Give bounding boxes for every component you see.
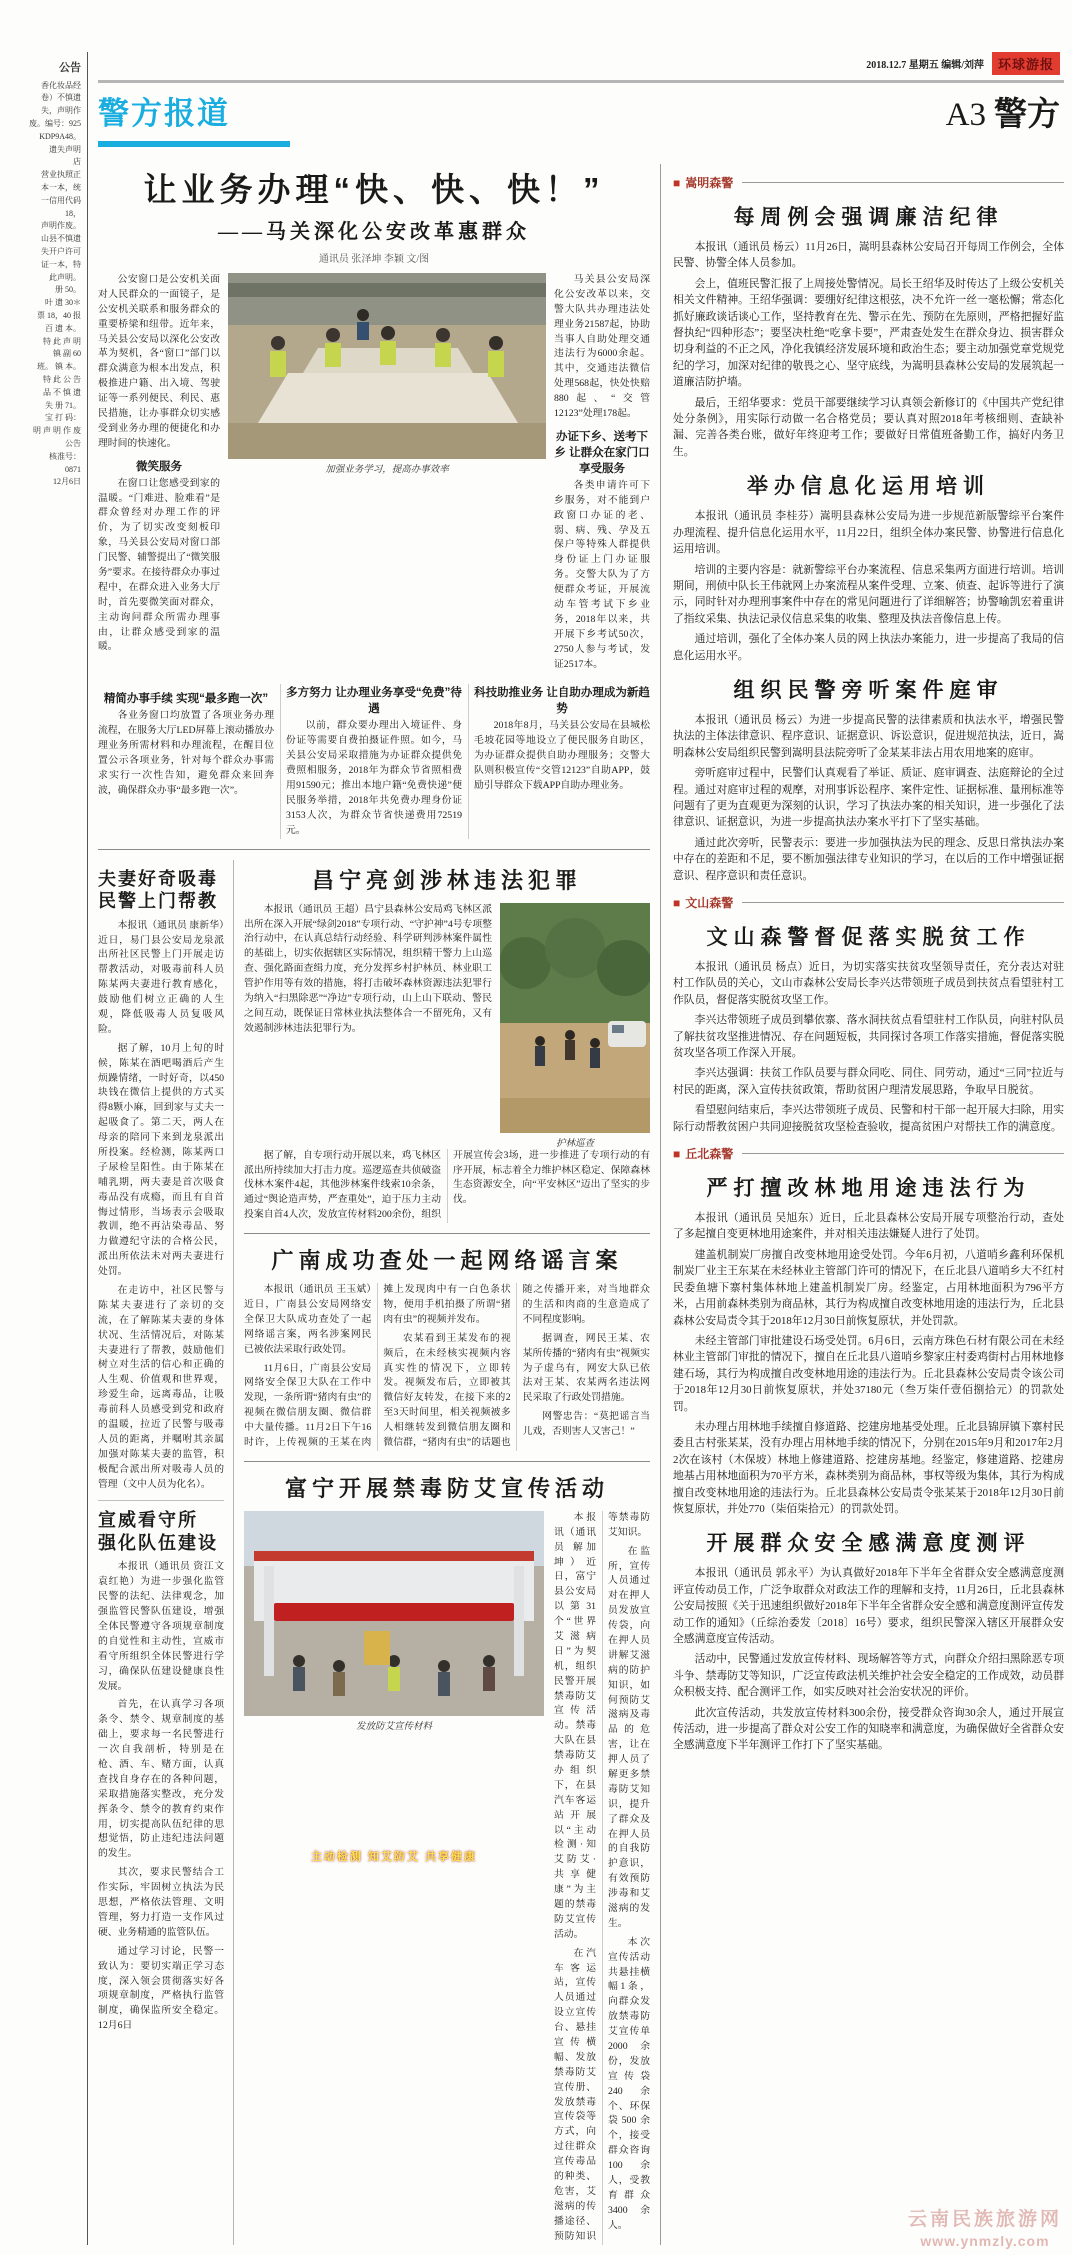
classified-fragment: 失 册 71。 bbox=[45, 400, 81, 410]
site-watermark bbox=[908, 2208, 1062, 2251]
lead-photo-caption: 加强业务学习，提高办事效率 bbox=[325, 465, 449, 475]
page-header bbox=[98, 52, 1064, 164]
paragraph: 据调查，网民王某、农某所传播的“猪肉有虫”视频实为子虚乌有，网安大队已依法对王某、农某两名违法网民采取了行政处罚措施。 bbox=[522, 1332, 650, 1404]
classified-fragment: 本一本，统 bbox=[41, 182, 81, 192]
main-column bbox=[98, 164, 660, 2245]
classified-fragment: 一信用代码 bbox=[41, 195, 81, 205]
tag-rule bbox=[742, 902, 1064, 903]
classified-fragment: 叶 遗 30＊ bbox=[45, 298, 81, 308]
classified-fragment: 营业执照正 bbox=[41, 170, 81, 180]
classifieds-title: 公告 bbox=[59, 62, 81, 74]
classified-fragment: 山县不慎遗 bbox=[41, 234, 81, 244]
red-square-icon: ■ bbox=[673, 175, 681, 190]
article-lead bbox=[98, 164, 650, 839]
classified-fragment: 店 bbox=[73, 157, 81, 167]
tag-label: 丘北森警 bbox=[685, 1147, 734, 1162]
classified-fragment: 核准号： bbox=[49, 451, 81, 461]
paragraph: 2018年8月，马关县公安局在县城松毛坡花园等地设立了便民服务自助区，为办证群众提供自助办理服务；交警大队则积极宣传“交管12123”自助APP，鼓励引导群众下载APP自助办理业务。 bbox=[474, 720, 650, 792]
lead-byline: 通讯员 张泽坤 李颖 文/图 bbox=[318, 254, 430, 265]
lead-section bbox=[286, 684, 462, 838]
changning-photo-caption: 护林巡查 bbox=[555, 1138, 594, 1149]
r3-headline: 组织民警旁听案件庭审 bbox=[733, 678, 1004, 702]
paragraph: 培训的主要内容是：就新警综平台办案流程、信息采集两方面进行培训。培训期间，刑侦中队长王伟就网上办案流程从案件受理、立案、侦查、起诉等进行了演示，同时针对办理刑事案件中存在的常见问题进行了详细解答；协警喻凯宏着重讲了指纹采集、执法记录仪信息采集的收集、整理及执法音像信息上传。 bbox=[673, 563, 1064, 625]
paragraph: 本报讯（通讯员 解加坤）近日，富宁县公安局以第31个“世界艾滋病日”为契机，组织民警开展禁毒防艾宣传活动。禁毒大队在县禁毒防艾办组织下，在县汽车客运站开展以“主动检测·知艾防艾·共享健康”为主题的禁毒防艾宣传活动。 bbox=[554, 1511, 596, 1940]
paragraph: 本报讯（通讯员 李桂芬）嵩明县森林公安局为进一步规范新版警综平台案件办理流程、提升信息化运用水平，11月22日，组织全体办案民警、协警进行信息化运用培训。 bbox=[673, 510, 1064, 556]
paragraph: 在监所，宣传人员通过对在押人员发放宣传袋，向在押人员讲解艾滋病的防护知识，如何预防艾滋病及毒品的危害，让在押人员了解更多禁毒防艾知识，提升了群众及在押人员的自我防护意识，有效预防涉毒和艾滋病的发生。 bbox=[608, 1545, 650, 1929]
funing-photo-figure bbox=[244, 1511, 544, 2245]
guangnan-headline: 广南成功查处一起网络谣言案 bbox=[271, 1248, 623, 1274]
classified-fragment: 失，声明作 bbox=[41, 106, 81, 116]
classified-fragment: 百 遗 本。 bbox=[45, 323, 81, 333]
paragraph: 在走访中，社区民警与陈某夫妻进行了亲切的交流，在了解陈某夫妻的身体状况、生活情况后，对陈某夫妻进行了帮教，鼓励他们树立对生活的信心和正确的人生观、价值观和世界观，珍爱生命，远离毒品，让吸毒前科人员感受到党和政府的温暖，拉近了民警与吸毒人员的距离，并嘱咐其亲属加强对陈某夫妻的监管，积极配合派出所对吸毒人员的管理（文中人员为化名）。 bbox=[98, 1284, 224, 1490]
red-square-icon: ■ bbox=[673, 895, 681, 910]
divider bbox=[98, 1500, 224, 1501]
headline-line: 民警上门帮教 bbox=[98, 891, 218, 912]
section-tag-qiubei bbox=[673, 1145, 1064, 1162]
paragraph: 在汽车客运站，宣传人员通过设立宣传台、悬挂宣传横幅、发放禁毒防艾宣传册、发放禁毒宣传袋等方式，向过往群众宣传毒品的种类、危害，艾滋病的传播途径、预防知识等禁毒防艾知识。 bbox=[554, 1511, 650, 2242]
classified-fragment: 明 声 明 作 废 bbox=[33, 426, 81, 436]
tag-label: 嵩明森警 bbox=[685, 176, 734, 190]
paragraph: 通过培训，强化了全体办案人员的网上执法办案能力，进一步提高了我局的信息化运用水平。 bbox=[673, 633, 1064, 662]
classified-fragment: 18， bbox=[65, 208, 81, 218]
brand-box: 环球游报 bbox=[992, 52, 1060, 75]
main-area bbox=[88, 52, 1064, 2245]
article-court-hearing bbox=[673, 674, 1064, 884]
paragraph: 本报讯（通讯员 郭永平）为认真做好2018年下半年全省群众安全感满意度测评宣传动员工作，广泛争取群众对政法工作的理解和支持，11月26日，丘北县森林公安局按照《关于迅速组织做好2018年下半年全省群众安全感和满意度测评宣传发动工作的通知》（丘综治委发〔2018〕16号）要求，组织民警深入辖区开展群众安全感满意度宣传活动。 bbox=[673, 1567, 1064, 1645]
classified-fragment: KDP9A48。 bbox=[39, 131, 81, 141]
tag-label: 文山森警 bbox=[685, 896, 734, 910]
article-satisfaction-survey bbox=[673, 1527, 1064, 1753]
classified-fragment: 此声明。 bbox=[49, 272, 81, 282]
paragraph: 11月6日，广南县公安局网络安全保卫大队在工作中发现，一条所谓“猪肉有虫”的视频在微信朋友圈、微信群中大量传播。11月2日下午16时许，上传视频的王某在肉摊上发现肉中有一白色条状物，便用手机拍摄了所谓“猪肉有虫”的视频并发布。 bbox=[244, 1284, 511, 1448]
bus-station-photo bbox=[244, 1511, 544, 1716]
forest-patrol-photo bbox=[500, 903, 650, 1133]
classified-fragment: 12月6日 bbox=[53, 477, 81, 487]
lead-headline: 让业务办理“快、快、快！” bbox=[143, 171, 605, 208]
r4-headline: 文山森警督促落实脱贫工作 bbox=[706, 926, 1031, 949]
paragraph: 马关县公安局深化公安改革以来，交警大队共办理违法处理业务21587起，协助当事人自助处理交通违法行为6000余起。其中，交通违法微信处理568起，快处快赔880起、“交管12123”处理178起。 bbox=[554, 274, 650, 420]
lead-section-heading: 多方努力 让办理业务享受“免费”待遇 bbox=[286, 687, 462, 716]
changning-row bbox=[244, 903, 650, 1149]
narrow-column bbox=[98, 860, 234, 2245]
right-column bbox=[660, 164, 1064, 2245]
paragraph: 其次，要求民警结合工作实际，牢固树立执法为民思想，严格依法管理、文明管理，努力打造一支作风过硬、业务精通的监管队伍。 bbox=[98, 1867, 224, 1938]
paragraph: 在窗口让您感受到家的温暖。“门难进、脸难看”是群众曾经对办理工作的评价，为了切实改变刻板印象，马关县公安局对窗口部门民警、辅警提出了“微笑服务”要求。在接待群众办事过程中，在群众进入业务大厅时，首先要微笑面对群众，主动询问群众所需办理事由，让群众感受到家的温暖。 bbox=[98, 477, 220, 653]
article-it-training bbox=[673, 470, 1064, 664]
guangnan-body bbox=[244, 1283, 650, 1451]
fuqi-headline bbox=[98, 868, 224, 913]
classified-fragment: 公告 bbox=[65, 438, 81, 448]
paragraph: 李兴达带领班子成员到攀依寨、落水洞扶贫点看望驻村工作队员，向驻村队员了解扶贫攻坚推进情况、存在问题短板，共同探讨各项工作落实措施，督促落实脱贫攻坚各项工作深入开展。 bbox=[673, 1014, 1064, 1060]
article-weekly-meeting bbox=[673, 201, 1064, 460]
lead-section-heading: 精简办事手续 实现“最多跑一次” bbox=[103, 693, 269, 706]
page-number: A3 bbox=[945, 97, 986, 133]
classified-fragment: 香化妆品经 bbox=[41, 80, 81, 90]
headline-line: 强化队伍建设 bbox=[98, 1532, 218, 1553]
paragraph: 未经主管部门审批建设石场受处罚。6月6日，云南方珠色石材有限公司在未经林业主管部门审批的情况下，擅自在丘北县八道哨乡黎家庄村委鸡街村占用林地修建石场，其行为构成擅自改变林地用途的违法行为。丘北县森林公安局责令该公司于2018年12月30日前恢复原状，并处37180元（叁万柒仟壹佰捌拾元）的罚款处罚。 bbox=[673, 1334, 1064, 1413]
paragraph: 各业务窗口均放置了各项业务办理流程，在服务大厅LED屏幕上滚动播放办理业务所需材料和办理流程，在醒目位置公示各项业务，针对每个群众办事需求实行一次性告知，避免群众来回奔波，确保群众办事“最多跑一次”。 bbox=[98, 710, 274, 796]
classified-fragment: 特 此 公 告 bbox=[43, 374, 81, 384]
tag-rule bbox=[742, 182, 1064, 183]
paragraph: 通过学习讨论，民警一致认为：要切实端正学习态度，深入领会贯彻落实好各项规章制度，严格执行监管制度，确保监所安全稳定。12月6日 bbox=[98, 1945, 224, 2032]
classified-fragment: 册 50。 bbox=[55, 285, 81, 295]
classifieds-strip bbox=[0, 52, 88, 2245]
classified-fragment: 票 18，40 报 bbox=[37, 310, 81, 320]
classifieds-lines bbox=[2, 80, 81, 490]
paragraph: 本报讯（通讯员 杨云）11月26日，嵩明县森林公安局召开每周工作例会，全体民警、协警全体人员参加。 bbox=[673, 241, 1064, 270]
classified-fragment: 卷）不慎遗 bbox=[41, 93, 81, 103]
divider bbox=[244, 1233, 650, 1234]
paragraph: 看望慰问结束后，李兴达带领班子成员、民警和村干部一起开展大扫除，用实际行动帮教贫困户共同迎接脱贫攻坚检查验收，提高贫困户对帮扶工作的满意度。 bbox=[673, 1104, 1064, 1133]
r1-headline: 每周例会强调廉洁纪律 bbox=[733, 206, 1004, 229]
tag-rule bbox=[742, 1153, 1064, 1154]
paragraph: 各类申请许可下乡服务，对不能到户政窗口办证的老、弱、病、残、孕及五保户等特殊人群提供身份证上门办证服务。交警大队为了方便群众考证，开展流动车管考试下乡业务，2018年以来，共开展下乡考试50次，2750人参与考试，发证2517本。 bbox=[554, 479, 650, 670]
r5-headline: 严打擅改林地用途违法行为 bbox=[706, 1177, 1031, 1201]
classified-fragment: 特 此 声 明 bbox=[43, 336, 81, 346]
watermark-name: 云南民族旅游网 bbox=[907, 2208, 1062, 2230]
section-tag-wenshan bbox=[673, 894, 1064, 911]
paragraph: 本报讯（通讯员 杨云）为进一步提高民警的法律素质和执法水平，增强民警执法的主体法律意识、程序意识、证据意识、诉讼意识，促进规范执法，近日，嵩明森林公安局组织民警到嵩明县法院旁听了金某某非法占用农用地案的庭审。 bbox=[673, 713, 1064, 759]
paragraph: 最后，王绍华要求：党员干部要继续学习认真领会新修订的《中国共产党纪律处分条例》，用实际行动做一名合格党员；要认真对照2018年考核细则、查缺补漏、完善各类台账，做好年终迎考工作；要做好日常值班备勤工作，搞好内务卫生。 bbox=[673, 396, 1064, 458]
paragraph: 建盖机制炭厂房擅自改变林地用途受处罚。今年6月初，八道哨乡鑫利环保机制炭厂业主王东某在未经林业主管部门许可的情况下，在丘北县八道哨乡大不红村民委鱼塘下寨村集体林地上建盖机制炭厂房。经鉴定，占用林地面积为796平方米，占用前森林类别为商品林，其行为构成擅自改变林地用途的违法行为，丘北县森林公安局责令其于2018年12月30日前恢复原状，并处罚款。 bbox=[673, 1248, 1064, 1327]
paragraph: 据了解，10月上旬的时候，陈某在酒吧喝酒后产生烦躁情绪，一时好奇，以450块钱在微信上提供的方式买得8颗小麻，回到家与丈夫一起吸食了。第二天，两人在母亲的陪同下来到龙泉派出所投案。经检测，陈某两口子尿检呈阳性。由于陈某在哺乳期，两夫妻是首次吸食毒品没有成瘾，而且有自首悔过情形，当场表示会吸取教训，绝不再沾染毒品、努力做遵纪守法的合格公民，派出所依法未对两夫妻进行处罚。 bbox=[98, 1042, 224, 1278]
divider bbox=[98, 849, 650, 850]
paragraph: 首先，在认真学习各项条令、禁令、规章制度的基础上，要求每一名民警进行一次自我剖析，特别是在枪、酒、车、赌方面，认真查找自身存在的各种问题，采取措施落实整改，充分发挥条令、禁令的教育约束作用，切实提高队伍纪律的思想觉悟，防止违纪违法问题的发生。 bbox=[98, 1699, 224, 1860]
changning-photo-figure bbox=[500, 903, 650, 1149]
middle-band bbox=[98, 860, 650, 2245]
paragraph: 此次宣传活动，共发放宣传材料300余份，接受群众咨询30余人，通过开展宣传活动，进一步提高了群众对公安工作的知晓率和满意度，为确保做好全省群众安全感满意度下半年测评工作打下了坚实基础。 bbox=[673, 1706, 1064, 1752]
article-forest-land bbox=[673, 1172, 1064, 1517]
lead-section bbox=[474, 684, 650, 793]
watermark-url: www.ynmzly.com bbox=[920, 2233, 1050, 2250]
paragraph: 以前，群众要办理出入境证件、身份证等需要自费拍摄证件照。如今，马关县公安局采取措施为办证群众提供免费照相服务，2018年为群众节省照相费用91590元；推出本地户籍“免费快递”便民服务举措，2018年共免费办理身份证3153人次，为群众节省快递费用72519元。 bbox=[286, 720, 462, 836]
divider bbox=[244, 1461, 650, 1462]
headline-line: 宣威看守所 bbox=[98, 1510, 198, 1531]
funing-headline: 富宁开展禁毒防艾宣传活动 bbox=[284, 1475, 609, 1501]
paragraph: 本报讯（通讯员 吴旭东）近日，丘北县森林公安局开展专项整治行动，查处了多起擅自变更林地用途案件，并对相关违法嫌疑人进行了处罚。 bbox=[673, 1212, 1064, 1241]
r6-headline: 开展群众安全感满意度测评 bbox=[706, 1532, 1031, 1556]
paragraph: 本次宣传活动共悬挂横幅1条，向群众发放禁毒防艾宣传单2000余份，发放宣传袋240余个、环保袋500余个，接受群众咨询100余人，受教育群众3400余人。 bbox=[608, 1936, 650, 2231]
content-columns bbox=[98, 164, 1064, 2245]
headline-line: 夫妻好奇吸毒 bbox=[98, 868, 218, 889]
paragraph: 本报讯（通讯员 康新华）近日，易门县公安局龙泉派出所社区民警上门开展走访帮教活动，对吸毒前科人员陈某两夫妻进行教育感化，鼓励他们树立正确的人生观，降低吸毒人员复吸风险。 bbox=[98, 919, 224, 1035]
funing-body bbox=[554, 1511, 650, 2245]
article-funing bbox=[244, 1472, 650, 2245]
article-changning bbox=[244, 864, 650, 1223]
changning-headline: 昌宁亮剑涉林违法犯罪 bbox=[311, 867, 582, 893]
banner-text: 主动检测 知艾防艾 共享健康 bbox=[310, 1851, 478, 1864]
classified-fragment: 班。 镇 本。 bbox=[37, 362, 81, 372]
classified-fragment: 0871 bbox=[65, 464, 81, 474]
header-rule bbox=[98, 80, 1064, 83]
paragraph: 通过此次旁听，民警表示：要进一步加强执法为民的理念、反思日常执法办案中存在的差距和不足，要不断加强法律专业知识的学习，在以后的工作中增强证据意识、程序意识和责任意识。 bbox=[673, 836, 1064, 882]
funing-row bbox=[244, 1511, 650, 2245]
paragraph: 未办理占用林地手续擅自修道路、挖建房地基受处理。丘北县锦屏镇下寨村民委且古村张某某，没有办理占用林地手续的情况下，分别在2015年9月和2017年2月2次在该村（木保坡）林地上修建道路、挖建房基地。经鉴定，修建道路、挖建房地基占用林地面积为70平方米，森林类别为商品林，事权等级为集体，其行为构成擅自改变林地用途的违法行为。丘北县森林公安局责令张某某于2018年12月30日前恢复原状，并处770（柒佰柒拾元）的罚款处罚。 bbox=[673, 1420, 1064, 1515]
article-poverty-relief bbox=[673, 921, 1064, 1135]
date-line: 2018.12.7 星期五 编辑/刘萍 bbox=[866, 60, 984, 71]
lead-section-heading: 办证下乡、送考下乡 让群众在家门口享受服务 bbox=[554, 430, 650, 475]
r2-headline: 举办信息化运用培训 bbox=[747, 475, 990, 499]
classified-fragment: 品 不 慎 遗 bbox=[43, 387, 81, 397]
masthead: 警方报道 bbox=[98, 88, 290, 147]
classified-fragment: 遗失声明 bbox=[49, 144, 81, 154]
lead-intro-column bbox=[98, 273, 220, 676]
section-tag-songming bbox=[673, 174, 1064, 191]
classified-fragment: 宝 打 码： bbox=[45, 413, 81, 423]
lead-stats-column bbox=[554, 273, 650, 676]
paragraph: 李兴达强调：扶贫工作队员要与群众同吃、同住、同劳动，通过“三同”拉近与村民的距离，深入宣传扶贫政策，帮助贫困户理清发展思路，争取早日脱贫。 bbox=[673, 1067, 1064, 1096]
classified-fragment: 废。编号：925 bbox=[29, 118, 81, 128]
header-meta bbox=[866, 52, 1060, 75]
lead-bottom-columns bbox=[98, 684, 650, 838]
paragraph: 本报讯（通讯员 王玉斌）近日，广南县公安局网络安全保卫大队成功查处了一起网络谣言案，两名涉案网民已被依法采取行政处罚。 bbox=[244, 1284, 372, 1355]
paragraph: 公安窗口是公安机关面对人民群众的一面镜子，是公安机关联系和服务群众的重要桥梁和纽带。近年来，马关县公安局以深化公安改革为契机，各“窗口”部门以群众满意为根本出发点，积极推进户籍、出入境、驾驶证等一系列便民、利民、惠民措施，让办事群众切实感受到业务办理的便捷化和办理时间的快速化。 bbox=[98, 274, 220, 449]
lead-section-heading: 微笑服务 bbox=[136, 460, 182, 473]
paragraph: 本报讯（通讯员 资江文 袁红艳）为进一步强化监管民警的法纪、法律观念，加强监管民警队伍建设，增强全体民警遵守各项规章制度的自觉性和主动性，宣威市看守所组织全体民警进行学习，确保队伍建设健康良性发展。 bbox=[98, 1561, 224, 1692]
article-guangnan bbox=[244, 1244, 650, 1451]
red-square-icon: ■ bbox=[673, 1146, 681, 1161]
page-label bbox=[946, 88, 1060, 135]
classified-fragment: 证一本，特 bbox=[41, 259, 81, 269]
changning-text bbox=[244, 903, 492, 1149]
lead-subheadline: ——马关深化公安改革惠群众 bbox=[218, 221, 530, 243]
funing-photo-caption: 发放防艾宣传材料 bbox=[355, 1721, 432, 1732]
xuanwei-headline bbox=[98, 1509, 224, 1554]
paragraph: 本报讯（通讯员 杨点）近日，为切实落实扶贫攻坚领导责任，充分表达对驻村工作队员的关心，文山市森林公安局长李兴达带领班子成员到扶贫点看望驻村工作队员，督促落实脱贫攻坚工作。 bbox=[673, 961, 1064, 1006]
section-name: 警方 bbox=[994, 95, 1060, 132]
wide-column bbox=[234, 860, 650, 2245]
lead-photo-figure bbox=[228, 273, 546, 676]
lead-section-heading: 科技助推业务 让自助办理成为新趋势 bbox=[474, 687, 650, 716]
classified-fragment: 失开户许可 bbox=[41, 246, 81, 256]
changning-continued bbox=[244, 1149, 650, 1223]
paragraph: 据了解，自专项行动开展以来，鸡飞林区派出所持续加大打击力度。巡逻巡查共侦破盗伐林木案件4起，其他涉林案件线索10余条，通过“舆论造声势，严查重处”，迫于压力主动投案自首4人次，发放宣传材料200余份，组织开展宣传会3场，进一步推进了专项行动的有序开展，标志着全力维护林区稳定、保障森林生态资源安全，向“平安林区”迈出了坚实的步伐。 bbox=[244, 1149, 650, 1221]
lead-section bbox=[98, 690, 274, 798]
article-xuanwei bbox=[98, 1509, 224, 2034]
training-room-photo bbox=[228, 273, 546, 459]
paragraph: 本报讯（通讯员 王超）昌宁县森林公安局鸡飞林区派出所在深入开展“绿剑2018”专项行动、“守护神”4号专项整治行动中，在认真总结行动经验、科学研判涉林案件属性的基础上，切实依据辖区实际情况，组织精干警力上山巡查、强化路面查缉力度，充分发挥乡村护林员、林业职工管护作用等有效的措施，将打击破坏森林资源违法犯罪行为纳入“扫黑除恶”“净边”专项行动，山上山下联动、警民之间互动，既保证日常林业执法整体合一不留死角，又有效遏制涉林违法犯罪行为。 bbox=[244, 903, 492, 1034]
paragraph: 会上，值班民警汇报了上周接处警情况。局长王绍华及时传达了上级公安机关相关文件精神。王绍华强调：要绷好纪律这根弦，决不允许一丝一毫松懈；常态化抓好廉政谈话谈心工作，坚持教育在先、警示在先、预防在先原则，严格把握好监督执纪“四种形态”；要坚决杜绝“吃拿卡要”，严肃查处发生在群众身边、损害群众切身利益的不正之风，净化我镇经济发展环境和政治生态；要主动加强党章党规党纪的学习，加深对纪律的敬畏之心、坚守底线，为嵩明县森林公安局的发展筑起一道廉洁防护墙。 bbox=[673, 277, 1064, 389]
lead-top-row bbox=[98, 273, 650, 676]
paragraph: 旁听庭审过程中，民警们认真观看了举证、质证、庭审调查、法庭辩论的全过程。通过对庭审过程的观摩，对刑事诉讼程序、案件定性、证据标准、量刑标准等问题有了更为直观更为深刻的认识，学习了执法办案的相关知识，进一步强化了法律意识、证据意识，为进一步提高执法办案水平打下了坚实基础。 bbox=[673, 767, 1064, 829]
paragraph: 活动中，民警通过发放宣传材料、现场解答等方式，向群众介绍扫黑除恶专项斗争、禁毒防艾等知识，广泛宣传政法机关维护社会安全稳定的工作成效，动员群众积极支持、配合测评工作，如实反映对社会治安状况的评价。 bbox=[673, 1653, 1064, 1699]
classified-fragment: 镇 副 60 bbox=[53, 349, 81, 359]
paragraph: 农某看到王某发布的视频后，在未经核实视频内容真实性的情况下，立即转发。视频发布后，立即被其微信好友转发，在接下来的2至3天时间里，相关视频被多人相继转发到微信朋友圈和微信群，“猪肉有虫”的话题也随之传播开来，对当地群众的生活和肉商的生意造成了不同程度影响。 bbox=[383, 1284, 650, 1448]
article-fuqi bbox=[98, 868, 224, 1493]
paragraph: 网警忠告：“莫把谣言当儿戏，否则害人又害己！” bbox=[522, 1411, 650, 1438]
classified-fragment: 声明作废。 bbox=[41, 221, 81, 231]
